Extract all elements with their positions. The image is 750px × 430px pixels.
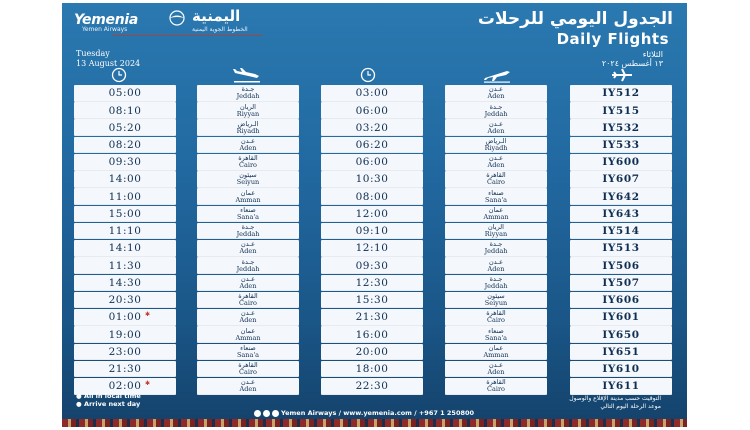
flight-number: IY610 — [602, 363, 640, 376]
arrival-city-en: Aden — [239, 316, 257, 325]
date-value-en: 13 August 2024 — [76, 59, 141, 68]
arrival-city-en: Aden — [239, 144, 257, 152]
flight-number: IY514 — [602, 225, 640, 238]
departure-city-en: Jeddah — [484, 109, 508, 118]
arrival-city-cell — [197, 137, 299, 154]
arrival-city-cell — [197, 257, 299, 274]
flight-number-cell — [570, 378, 672, 395]
departure-city-en: Seiyun — [484, 299, 508, 308]
brand-sub-ar: الخطوط الجوية اليمنية — [192, 26, 248, 33]
instagram-icon[interactable] — [254, 410, 261, 417]
arrival-city-en: Cairo — [239, 161, 257, 170]
clock-icon: ● — [76, 392, 84, 400]
departure-time: 20:00 — [355, 345, 389, 358]
day-en: Tuesday — [76, 49, 110, 58]
departure-time-cell — [321, 206, 423, 223]
departure-city-cell — [445, 102, 547, 119]
arrival-city-en: Jeddah — [236, 264, 260, 273]
flight-number-cell — [570, 309, 672, 326]
departure-city-en: Aden — [487, 126, 505, 135]
flight-number: IY507 — [602, 276, 640, 289]
departure-city-ar: جـدة — [489, 240, 503, 249]
date-value-ar: ١٣ أغسطس ٢٠٢٤ — [601, 59, 663, 68]
departure-city-ar: الريان — [488, 223, 504, 232]
departure-city-ar: عـدن — [489, 257, 503, 266]
arrival-city-en: Amman — [235, 333, 261, 342]
brand-logo — [74, 7, 248, 33]
arrival-city-en: Sana'a — [236, 350, 260, 359]
arrival-time-cell — [74, 344, 176, 361]
arrival-time: 14:10 — [108, 242, 142, 255]
departure-time-cell — [321, 361, 423, 378]
departure-city-cell — [445, 378, 547, 395]
arrival-time: 14:30 — [108, 276, 142, 289]
departure-city-cell — [445, 154, 547, 171]
flight-number-cell — [570, 206, 672, 223]
legend-local-time-ar: التوقيت حسب مدينة الإقلاع والوصول — [569, 395, 661, 402]
flight-number: IY651 — [602, 345, 640, 358]
flight-number-cell — [570, 154, 672, 171]
arrival-city-ar: الـرياض — [237, 119, 259, 128]
arrival-city-cell — [197, 292, 299, 309]
arrival-city-ar: صنعاء — [240, 205, 256, 214]
next-day-marker-icon: ✱ — [144, 311, 150, 319]
departure-city-cell — [445, 137, 547, 154]
departure-city-en: Sana'a — [484, 195, 508, 204]
flight-number-cell — [570, 292, 672, 309]
departure-time-cell — [321, 309, 423, 326]
plane-takeoff-icon — [482, 67, 512, 83]
departure-city-cell — [445, 344, 547, 361]
date-en — [76, 49, 140, 68]
arrival-city-ar: عـدن — [241, 240, 255, 249]
departure-city-en: Riyadh — [484, 144, 508, 152]
departure-time-cell — [321, 171, 423, 188]
arrival-time-cell — [74, 137, 176, 154]
departure-city-cell — [445, 85, 547, 102]
arrival-city-cell — [197, 223, 299, 240]
arrival-city-en: Cairo — [239, 299, 257, 308]
departure-city-cell — [445, 119, 547, 136]
departure-time: 16:00 — [355, 328, 389, 341]
arrival-city-en: Aden — [239, 281, 257, 290]
date-ar — [602, 50, 663, 68]
decorative-border — [62, 419, 687, 427]
departure-city-en: Aden — [487, 92, 505, 101]
arrival-city-ar: عـدن — [241, 274, 255, 283]
flight-number: IY642 — [602, 190, 640, 203]
arrival-city-cell — [197, 309, 299, 326]
arrival-city-cell — [197, 154, 299, 171]
departure-city-cell — [445, 188, 547, 205]
departure-time: 06:00 — [355, 104, 389, 117]
arrival-time-cell — [74, 171, 176, 188]
arrival-city-ar: عمان — [240, 188, 256, 197]
flight-number: IY513 — [602, 242, 640, 255]
departure-city-ar: عمان — [488, 343, 504, 352]
page-title-en: Daily Flights — [556, 30, 669, 48]
departure-city-ar: عـدن — [489, 85, 503, 94]
flight-number: IY607 — [602, 173, 640, 186]
flight-number: IY512 — [602, 87, 640, 100]
arrival-time: 02:00 — [108, 380, 142, 393]
arrival-time-cell — [74, 309, 176, 326]
departure-time-cell — [321, 188, 423, 205]
arrival-city-ar: صنعاء — [240, 343, 256, 352]
plane-landing-icon — [232, 67, 262, 83]
departure-time: 09:10 — [355, 225, 389, 238]
departure-time-column — [321, 85, 423, 395]
departure-city-ar: الـرياض — [485, 137, 507, 145]
flight-number-cell — [570, 119, 672, 136]
arrival-city-ar: جـدة — [241, 223, 255, 232]
departure-time-cell — [321, 344, 423, 361]
departure-time: 08:00 — [355, 190, 389, 203]
arrival-time: 05:00 — [108, 87, 142, 100]
arrival-time-cell — [74, 85, 176, 102]
arrival-time-cell — [74, 275, 176, 292]
departure-city-en: Jeddah — [484, 281, 508, 290]
flight-number: IY515 — [602, 104, 640, 117]
departure-city-cell — [445, 361, 547, 378]
arrival-city-cell — [197, 85, 299, 102]
departure-time-cell — [321, 102, 423, 119]
departure-time-cell — [321, 119, 423, 136]
arrival-city-column — [197, 85, 299, 395]
twitter-icon[interactable] — [263, 410, 270, 417]
brand-sub-en: Yemen Airways — [82, 26, 128, 33]
departure-time-cell — [321, 292, 423, 309]
departure-time: 22:30 — [355, 380, 389, 393]
flight-schedule-poster — [62, 3, 687, 427]
flight-number: IY601 — [602, 311, 640, 324]
flight-number: IY532 — [602, 121, 640, 134]
legend-next-day: ● Arrive next day — [76, 400, 141, 408]
departure-city-ar: عـدن — [489, 119, 503, 128]
flight-number-cell — [570, 257, 672, 274]
departure-city-ar: سيئون — [487, 292, 505, 301]
legend — [76, 392, 141, 408]
departure-city-ar: جـدة — [489, 102, 503, 111]
arrival-time: 08:20 — [108, 139, 142, 151]
departure-city-ar: عـدن — [489, 361, 503, 370]
departure-city-en: Sana'a — [484, 333, 508, 342]
arrival-city-cell — [197, 378, 299, 395]
arrival-city-cell — [197, 344, 299, 361]
flight-number-cell — [570, 188, 672, 205]
departure-city-cell — [445, 206, 547, 223]
flight-number-cell — [570, 85, 672, 102]
arrival-city-en: Riyadh — [236, 126, 260, 135]
departure-city-cell — [445, 240, 547, 257]
departure-time-cell — [321, 137, 423, 154]
departure-city-cell — [445, 309, 547, 326]
arrival-city-en: Amman — [235, 195, 261, 204]
departure-city-en: Cairo — [487, 316, 505, 325]
departure-city-ar: عـدن — [489, 154, 503, 163]
day-ar: الثلاثاء — [642, 50, 663, 59]
flight-number: IY611 — [602, 380, 640, 393]
flight-number-cell — [570, 344, 672, 361]
arrival-city-en: Jeddah — [236, 230, 260, 239]
arrival-city-cell — [197, 326, 299, 343]
flight-number-cell — [570, 137, 672, 154]
flight-number-cell — [570, 171, 672, 188]
arrival-time-cell — [74, 154, 176, 171]
departure-time: 21:30 — [355, 311, 389, 324]
flight-number: IY506 — [602, 259, 640, 272]
departure-time: 06:20 — [355, 139, 389, 151]
departure-city-column — [445, 85, 547, 395]
arrival-time-cell — [74, 326, 176, 343]
departure-time: 12:30 — [355, 276, 389, 289]
flight-number-cell — [570, 275, 672, 292]
flight-number: IY643 — [602, 207, 640, 220]
arrival-city-ar: الريان — [240, 102, 256, 111]
flight-number-column — [570, 85, 672, 395]
arrival-time: 15:00 — [108, 207, 142, 220]
flight-number: IY533 — [602, 139, 640, 151]
arrival-city-en: Riyyan — [236, 109, 260, 118]
arrival-city-ar: القاهرة — [238, 361, 258, 370]
departure-time-cell — [321, 257, 423, 274]
departure-time-cell — [321, 326, 423, 343]
departure-city-ar: صنعاء — [488, 326, 504, 335]
departure-time: 15:30 — [355, 294, 389, 307]
departure-city-cell — [445, 257, 547, 274]
arrival-city-en: Seiyun — [236, 178, 260, 187]
arrival-time-cell — [74, 361, 176, 378]
page-title-ar: الجدول اليومي للرحلات — [477, 9, 673, 29]
departure-time: 03:00 — [355, 87, 389, 100]
departure-city-en: Jeddah — [484, 247, 508, 256]
departure-time-cell — [321, 223, 423, 240]
flight-number: IY650 — [602, 328, 640, 341]
flight-number-cell — [570, 223, 672, 240]
departure-time-cell — [321, 85, 423, 102]
arrival-time-cell — [74, 119, 176, 136]
brand-name-ar: اليمنية — [192, 7, 241, 25]
arrival-city-cell — [197, 206, 299, 223]
arrival-city-en: Aden — [239, 385, 257, 394]
departure-city-cell — [445, 223, 547, 240]
departure-city-ar: القاهرة — [486, 309, 506, 318]
arrival-time-cell — [74, 223, 176, 240]
flight-number-cell — [570, 240, 672, 257]
arrival-time-cell — [74, 240, 176, 257]
arrival-city-en: Cairo — [239, 368, 257, 377]
arrival-city-en: Jeddah — [236, 92, 260, 101]
departure-city-en: Amman — [483, 212, 509, 221]
departure-time: 09:30 — [355, 259, 389, 272]
arrival-city-cell — [197, 188, 299, 205]
arrival-time: 08:10 — [108, 104, 142, 117]
departure-city-ar: جـدة — [489, 274, 503, 283]
arrival-city-ar: عـدن — [241, 309, 255, 318]
legend-local-time: ● All in local time — [76, 392, 141, 400]
arrival-time: 20:30 — [108, 294, 142, 307]
departure-city-en: Cairo — [487, 385, 505, 394]
arrival-time: 01:00 — [108, 311, 142, 324]
arrival-city-ar: القاهرة — [238, 154, 258, 163]
arrival-city-en: Sana'a — [236, 212, 260, 221]
departure-city-ar: القاهرة — [486, 378, 506, 387]
facebook-icon[interactable] — [272, 410, 279, 417]
arrival-city-cell — [197, 361, 299, 378]
departure-time-cell — [321, 378, 423, 395]
arrival-time: 11:00 — [108, 190, 142, 203]
next-day-marker-icon: ✱ — [144, 379, 150, 387]
arrival-time-cell — [74, 102, 176, 119]
arrival-city-ar: عمان — [240, 326, 256, 335]
departure-city-en: Amman — [483, 350, 509, 359]
airline-bird-icon — [166, 10, 188, 26]
arrival-city-ar: القاهرة — [238, 292, 258, 301]
departure-time: 12:00 — [355, 207, 389, 220]
brand-name-en: Yemenia — [74, 12, 139, 28]
brand-divider — [112, 35, 262, 36]
flight-number: IY600 — [602, 156, 640, 169]
departure-city-en: Riyyan — [484, 230, 508, 239]
departure-time-cell — [321, 275, 423, 292]
contact-text: Yemen Airways / www.yemenia.com / +967 1 250800 — [281, 409, 475, 417]
departure-city-ar: صنعاء — [488, 188, 504, 197]
arrival-city-cell — [197, 102, 299, 119]
flight-number: IY606 — [602, 294, 640, 307]
clock-icon — [108, 67, 130, 83]
arrival-city-ar: عـدن — [241, 378, 255, 387]
plane-icon — [610, 67, 634, 83]
departure-city-ar: القاهرة — [486, 171, 506, 180]
arrival-city-cell — [197, 240, 299, 257]
departure-city-en: Aden — [487, 161, 505, 170]
arrival-time: 11:30 — [108, 259, 142, 272]
legend-next-day-ar: موعد الرحلة اليوم التالي — [600, 403, 661, 410]
departure-city-en: Cairo — [487, 178, 505, 187]
legend-ar — [569, 395, 661, 411]
star-icon: ● — [76, 400, 84, 408]
arrival-time-cell — [74, 292, 176, 309]
contact-bar — [254, 409, 474, 417]
departure-city-en: Aden — [487, 368, 505, 377]
arrival-time: 11:10 — [108, 225, 142, 238]
departure-time: 03:20 — [355, 121, 389, 134]
departure-time-cell — [321, 240, 423, 257]
departure-city-cell — [445, 326, 547, 343]
arrival-city-ar: سيئون — [239, 171, 257, 180]
departure-city-cell — [445, 171, 547, 188]
arrival-time: 14:00 — [108, 173, 142, 186]
arrival-city-ar: جـدة — [241, 257, 255, 266]
arrival-time-cell — [74, 188, 176, 205]
arrival-time: 09:30 — [108, 156, 142, 169]
departure-city-en: Aden — [487, 264, 505, 273]
arrival-city-cell — [197, 171, 299, 188]
departure-time: 12:10 — [355, 242, 389, 255]
arrival-city-cell — [197, 275, 299, 292]
arrival-time-cell — [74, 206, 176, 223]
arrival-time: 21:30 — [108, 363, 142, 376]
arrival-time: 05:20 — [108, 121, 142, 134]
departure-time-cell — [321, 154, 423, 171]
flight-number-cell — [570, 102, 672, 119]
arrival-time: 19:00 — [108, 328, 142, 341]
arrival-time: 23:00 — [108, 345, 142, 358]
departure-time: 06:00 — [355, 156, 389, 169]
arrival-time-cell — [74, 257, 176, 274]
arrival-time-column — [74, 85, 176, 395]
arrival-city-ar: عـدن — [241, 137, 255, 145]
flight-number-cell — [570, 361, 672, 378]
clock-icon — [357, 67, 379, 83]
departure-time: 10:30 — [355, 173, 389, 186]
arrival-city-cell — [197, 119, 299, 136]
arrival-city-en: Aden — [239, 247, 257, 256]
arrival-city-ar: جـدة — [241, 85, 255, 94]
departure-time: 18:00 — [355, 363, 389, 376]
departure-city-cell — [445, 275, 547, 292]
departure-city-ar: عمان — [488, 205, 504, 214]
departure-city-cell — [445, 292, 547, 309]
flight-number-cell — [570, 326, 672, 343]
